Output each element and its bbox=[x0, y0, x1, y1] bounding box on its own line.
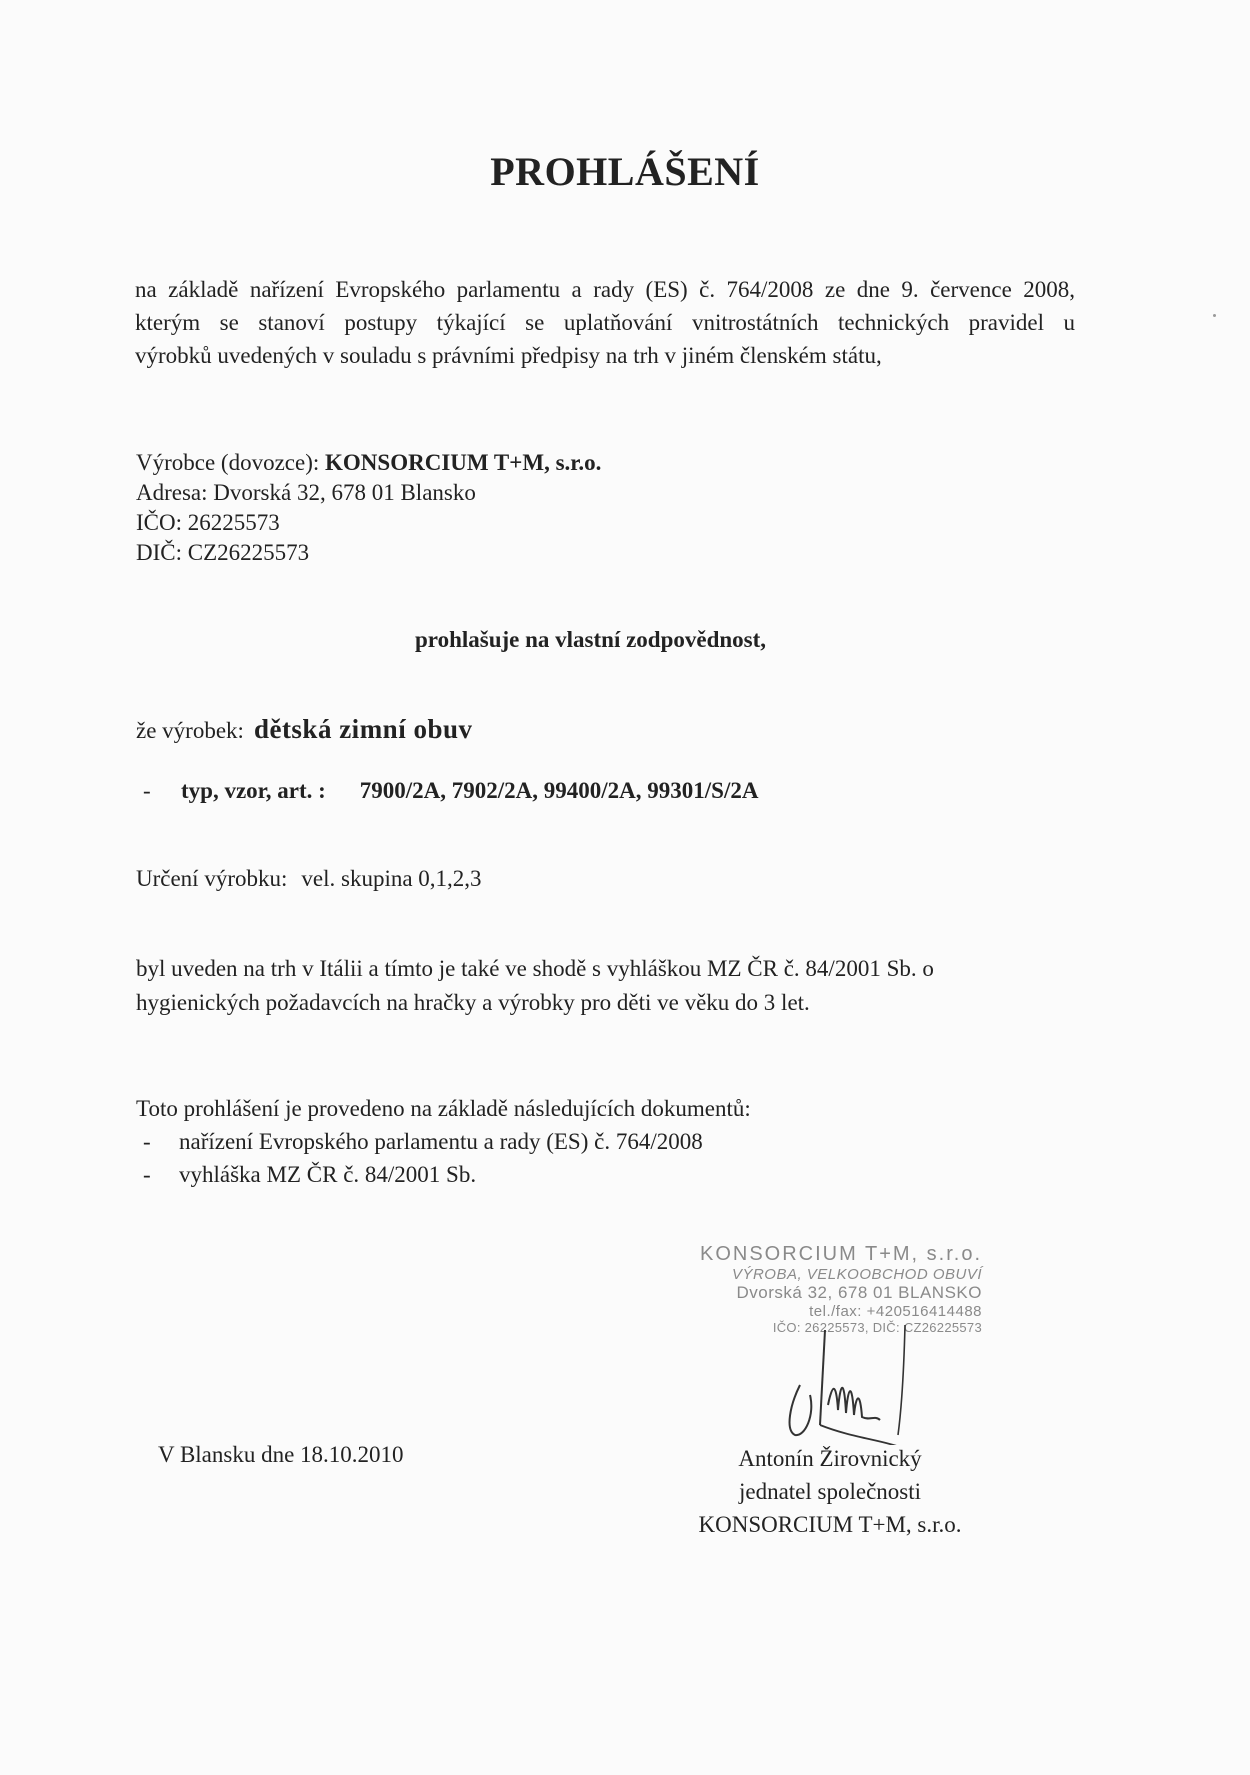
documents-section bbox=[136, 1092, 751, 1191]
ico-label: IČO: bbox=[136, 510, 182, 535]
intro-line-3: výrobků uvedených v souladu s právními předpisy na trh v jiném členském státu, bbox=[135, 343, 882, 368]
document-item bbox=[136, 1125, 751, 1158]
handwritten-signature bbox=[780, 1325, 940, 1445]
placed-paragraph bbox=[136, 952, 934, 1020]
product-line bbox=[136, 714, 472, 745]
signatory-block bbox=[680, 1442, 980, 1541]
placed-line-1: byl uveden na trh v Itálii a tímto je také ve shodě s vyhláškou MZ ČR č. 84/2001 Sb. o bbox=[136, 956, 934, 981]
types-line bbox=[143, 778, 758, 804]
ico-line bbox=[136, 508, 280, 538]
declaration-statement: prohlašuje na vlastní zodpovědnost, bbox=[415, 627, 767, 652]
types-dash: - bbox=[143, 778, 151, 803]
stamp-line-3: Dvorská 32, 678 01 BLANSKO bbox=[736, 1283, 982, 1302]
stamp-line-2: VÝROBA, VELKOOBCHOD OBUVÍ bbox=[731, 1266, 982, 1283]
intro-line-2: kterým se stanoví postupy týkající se uplatňování vnitrostátních technických pravidel u bbox=[135, 310, 1075, 335]
dic-line bbox=[136, 538, 309, 568]
placed-line-2: hygienických požadavcích na hračky a výrobky pro děti ve věku do 3 let. bbox=[136, 990, 810, 1015]
usage-label: Určení výrobku: bbox=[136, 866, 288, 891]
manufacturer-line bbox=[136, 448, 601, 478]
manufacturer-label: Výrobce (dovozce): bbox=[136, 450, 320, 475]
signatory-company: KONSORCIUM T+M, s.r.o. bbox=[698, 1512, 962, 1537]
address-label: Adresa: bbox=[136, 480, 208, 505]
signatory-role: jednatel společnosti bbox=[738, 1479, 922, 1504]
usage-line bbox=[136, 866, 482, 892]
document-item-text: nařízení Evropského parlamentu a rady (ES) č. 764/2008 bbox=[179, 1129, 703, 1154]
stamp-line-1: KONSORCIUM T+M, s.r.o. bbox=[700, 1243, 982, 1265]
documents-intro: Toto prohlášení je provedeno na základě následujících dokumentů: bbox=[136, 1096, 751, 1121]
document-item-dash: - bbox=[143, 1162, 151, 1187]
signatory-name: Antonín Žirovnický bbox=[738, 1446, 922, 1471]
document-title: PROHLÁŠENÍ bbox=[490, 149, 760, 194]
product-value: dětská zimní obuv bbox=[253, 714, 473, 744]
scan-speck bbox=[1213, 314, 1216, 317]
types-label: typ, vzor, art. : bbox=[181, 778, 326, 803]
address-value: Dvorská 32, 678 01 Blansko bbox=[213, 480, 476, 505]
dic-value: CZ26225573 bbox=[187, 540, 310, 565]
document-item-text: vyhláška MZ ČR č. 84/2001 Sb. bbox=[179, 1162, 477, 1187]
company-stamp bbox=[697, 1243, 982, 1335]
document-item-dash: - bbox=[143, 1129, 151, 1154]
stamp-line-4: tel./fax: +420516414488 bbox=[809, 1303, 982, 1320]
document-item bbox=[136, 1158, 751, 1191]
usage-value: vel. skupina 0,1,2,3 bbox=[301, 866, 482, 891]
product-label: že výrobek: bbox=[136, 718, 244, 743]
intro-line-1: na základě nařízení Evropského parlamentu a rady (ES) č. 764/2008 ze dne 9. července 2008, bbox=[135, 277, 1075, 302]
manufacturer-name: KONSORCIUM T+M, s.r.o. bbox=[325, 450, 602, 475]
types-value: 7900/2A, 7902/2A, 99400/2A, 99301/S/2A bbox=[359, 778, 759, 803]
place-and-date: V Blansku dne 18.10.2010 bbox=[158, 1442, 404, 1467]
stamp-line-5: IČO: 26225573, DIČ: CZ26225573 bbox=[772, 1320, 982, 1335]
ico-value: 26225573 bbox=[187, 510, 280, 535]
intro-paragraph bbox=[135, 273, 1075, 372]
dic-label: DIČ: bbox=[136, 540, 182, 565]
address-line bbox=[136, 478, 476, 508]
